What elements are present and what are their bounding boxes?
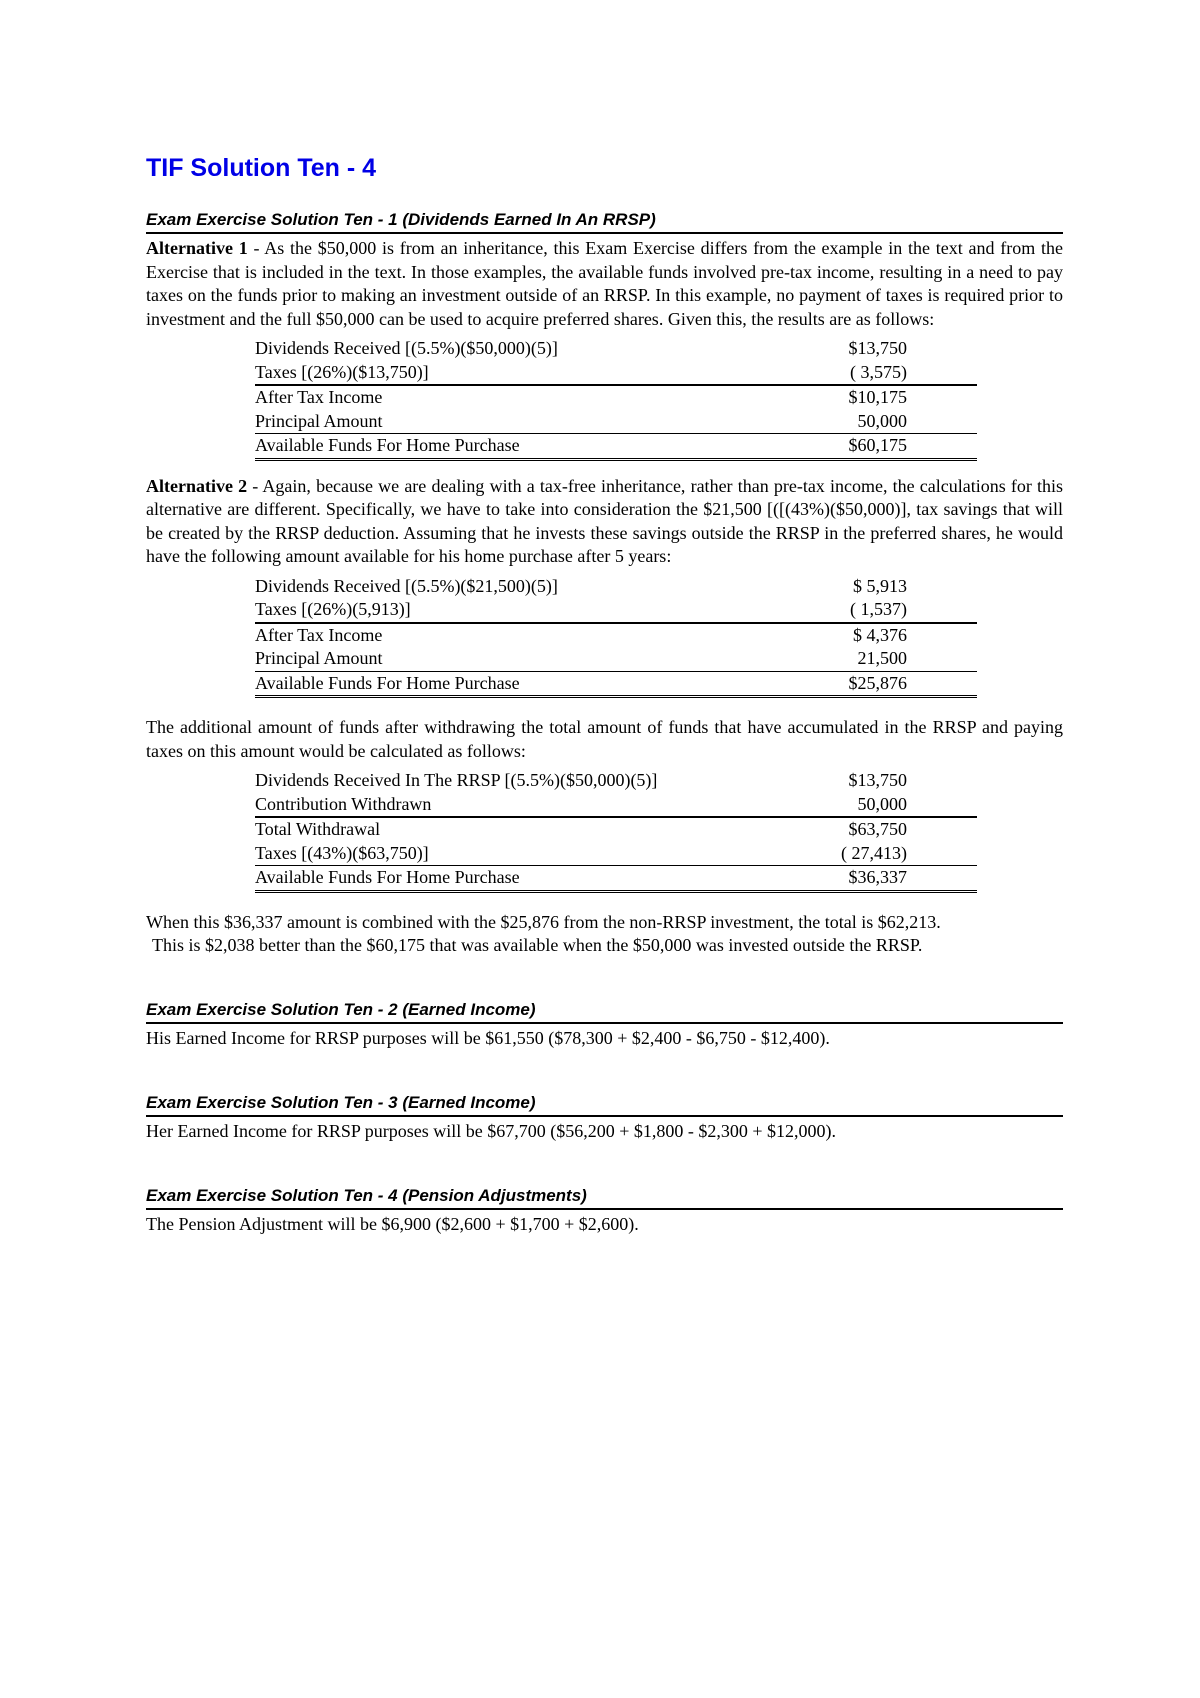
row-label: Available Funds For Home Purchase: [255, 434, 765, 460]
alternative-2-table: [255, 575, 977, 699]
row-amount: 50,000: [765, 793, 977, 818]
row-label: Available Funds For Home Purchase: [255, 866, 765, 892]
table-row-total: [255, 434, 977, 460]
row-label: Contribution Withdrawn: [255, 793, 765, 818]
alternative-2-text: - Again, because we are dealing with a tax-free inheritance, rather than pre-tax income, the calculations for this alternative are different. Specifically, we have to take into consideration the $21,500 [([(43%)($50,000)], tax savings that will be created by the RRSP deduction. Assuming that he invests these savings outside the RRSP in the preferred shares, he would have the following amount available for his home purchase after 5 years:: [146, 475, 1063, 567]
row-amount: $13,750: [848, 770, 907, 791]
section-3-text: Her Earned Income for RRSP purposes will be $67,700 ($56,200 + $1,800 - $2,300 + $12,000).: [146, 1121, 837, 1142]
conclusion-line-2: This is $2,038 better than the $60,175 that was available when the $50,000 was invested outside the RRSP.: [152, 935, 923, 956]
alternative-1-label: Alternative 1: [146, 238, 248, 259]
row-label: Available Funds For Home Purchase: [255, 671, 765, 697]
alternative-2-paragraph: [146, 475, 1063, 569]
row-amount: $10,175: [848, 387, 907, 408]
table-row: [255, 842, 977, 866]
table-row: [255, 793, 977, 818]
alternative-1-table: [255, 337, 977, 461]
table-row: [255, 647, 977, 671]
row-amount: $36,337: [765, 866, 977, 892]
section-2-heading: Exam Exercise Solution Ten - 2 (Earned Income): [146, 1000, 1063, 1025]
section-1-heading: Exam Exercise Solution Ten - 1 (Dividends Earned In An RRSP): [146, 210, 1063, 235]
row-label: Total Withdrawal: [255, 819, 381, 840]
row-label: Taxes [(26%)(5,913)]: [255, 598, 765, 623]
table-row: [255, 337, 977, 361]
table-row: [255, 817, 977, 842]
row-label: Principal Amount: [255, 410, 765, 434]
row-amount: $63,750: [848, 819, 907, 840]
alternative-2-label: Alternative 2: [146, 475, 248, 496]
table-row: [255, 385, 977, 410]
row-amount: ( 1,537): [765, 598, 977, 623]
row-label: Principal Amount: [255, 647, 765, 671]
rrsp-withdrawal-table: [255, 769, 977, 893]
table-row: [255, 598, 977, 623]
section-2-text: His Earned Income for RRSP purposes will be $61,550 ($78,300 + $2,400 - $6,750 - $12,400).: [146, 1028, 830, 1049]
row-amount: 50,000: [765, 410, 977, 434]
row-amount: $25,876: [765, 671, 977, 697]
row-amount: ( 27,413): [765, 842, 977, 866]
row-label: After Tax Income: [255, 387, 383, 408]
row-label: After Tax Income: [255, 624, 383, 645]
row-amount: $13,750: [848, 338, 907, 359]
alternative-1-paragraph: [146, 237, 1063, 331]
page-title: TIF Solution Ten - 4: [146, 154, 377, 182]
row-amount: ( 3,575): [765, 361, 977, 386]
row-label: Dividends Received [(5.5%)($21,500)(5)]: [255, 575, 558, 596]
row-label: Dividends Received [(5.5%)($50,000)(5)]: [255, 338, 558, 359]
section-4-text: The Pension Adjustment will be $6,900 ($2,600 + $1,700 + $2,600).: [146, 1214, 639, 1235]
table-row: [255, 769, 977, 793]
document-page: [146, 155, 1063, 1237]
row-label: Taxes [(26%)($13,750)]: [255, 361, 765, 386]
table-row: [255, 361, 977, 386]
row-amount: $ 4,376: [853, 624, 907, 645]
table-row: [255, 575, 977, 599]
row-label: Dividends Received In The RRSP [(5.5%)($50,000)(5)]: [255, 770, 658, 791]
alternative-1-text: - As the $50,000 is from an inheritance, this Exam Exercise differs from the example in the text and from the Exercise that is included in the text. In those examples, the available funds involved pre-tax income, resulting in a need to pay taxes on the funds prior to making an investment outside of an RRSP. In this example, no payment of taxes is required prior to investment and the full $50,000 can be used to acquire preferred shares. Given this, the results are as follows:: [146, 238, 1064, 329]
section-3-heading: Exam Exercise Solution Ten - 3 (Earned Income): [146, 1093, 1063, 1118]
table-row: [255, 410, 977, 434]
conclusion-line-1: When this $36,337 amount is combined with the $25,876 from the non-RRSP investment, the total is $62,213.: [146, 911, 941, 932]
row-amount: 21,500: [765, 647, 977, 671]
row-amount: $60,175: [765, 434, 977, 460]
table-row: [255, 623, 977, 648]
table-row-total: [255, 866, 977, 892]
row-label: Taxes [(43%)($63,750)]: [255, 842, 765, 866]
table-row-total: [255, 671, 977, 697]
additional-funds-paragraph: The additional amount of funds after withdrawing the total amount of funds that have accumulated in the RRSP and paying taxes on this amount would be calculated as follows:: [146, 717, 1063, 761]
row-amount: $ 5,913: [853, 575, 907, 596]
section-4-heading: Exam Exercise Solution Ten - 4 (Pension Adjustments): [146, 1186, 1063, 1211]
